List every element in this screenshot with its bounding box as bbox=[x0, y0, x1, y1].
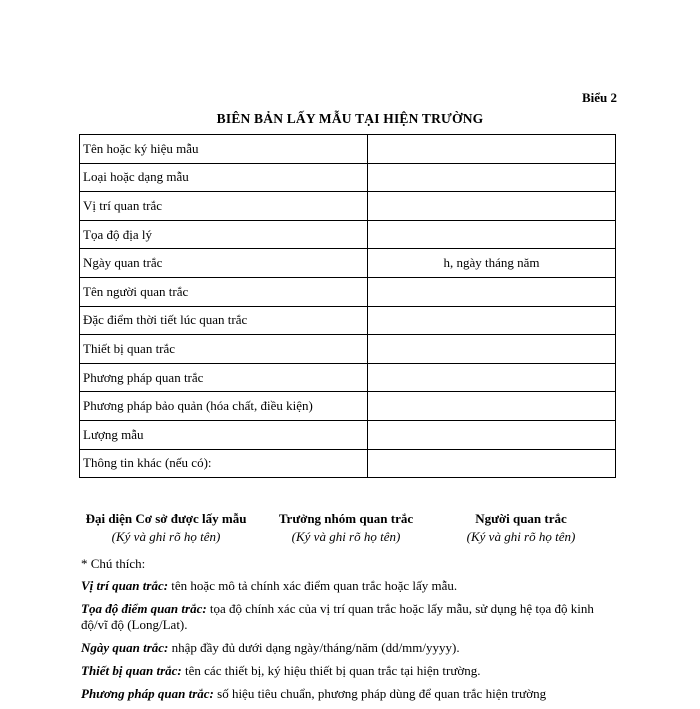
form-row-label: Thiết bị quan trắc bbox=[80, 335, 368, 364]
form-row-value bbox=[368, 392, 616, 421]
form-row bbox=[80, 363, 616, 392]
signature-hint: (Ký và ghi rõ họ tên) bbox=[466, 529, 576, 544]
note-item bbox=[81, 601, 621, 633]
signature-hint: (Ký và ghi rõ họ tên) bbox=[111, 529, 221, 544]
form-code: Biểu 2 bbox=[581, 90, 617, 105]
form-row-label: Vị trí quan trắc bbox=[80, 192, 368, 221]
form-row-value bbox=[368, 192, 616, 221]
form-row bbox=[80, 449, 616, 478]
form-row-value bbox=[368, 306, 616, 335]
form-row-value bbox=[368, 135, 616, 164]
note-text: số hiệu tiêu chuẩn, phương pháp dùng để quan trắc hiện trường bbox=[213, 686, 547, 701]
form-row bbox=[80, 277, 616, 306]
form-row-value bbox=[368, 277, 616, 306]
form-row bbox=[80, 420, 616, 449]
signature-role: Đại diện Cơ sở được lấy mẫu bbox=[85, 511, 247, 526]
form-row-value bbox=[368, 335, 616, 364]
form-row-value bbox=[368, 163, 616, 192]
form-row-value bbox=[368, 420, 616, 449]
form-row bbox=[80, 392, 616, 421]
signature-observer bbox=[436, 511, 606, 545]
form-row-label: Phương pháp bảo quản (hóa chất, điều kiện) bbox=[80, 392, 368, 421]
note-item bbox=[81, 663, 621, 679]
form-row bbox=[80, 135, 616, 164]
note-text: tên các thiết bị, ký hiệu thiết bị quan trắc tại hiện trường. bbox=[181, 663, 481, 678]
note-term: Thiết bị quan trắc: bbox=[81, 663, 182, 678]
notes-heading: * Chú thích: bbox=[81, 556, 146, 571]
signature-facility-representative bbox=[71, 511, 261, 545]
form-row-value bbox=[368, 363, 616, 392]
signature-block bbox=[79, 511, 616, 547]
note-text: nhập đầy đủ dưới dạng ngày/tháng/năm (dd/mm/yyyy). bbox=[168, 640, 460, 655]
signature-hint: (Ký và ghi rõ họ tên) bbox=[291, 529, 401, 544]
signature-role: Trưởng nhóm quan trắc bbox=[278, 511, 414, 526]
form-row-label: Tên hoặc ký hiệu mẫu bbox=[80, 135, 368, 164]
note-term: Phương pháp quan trắc: bbox=[81, 686, 214, 701]
note-text: tên hoặc mô tả chính xác điểm quan trắc hoặc lấy mẫu. bbox=[168, 578, 458, 593]
form-row-label: Tọa độ địa lý bbox=[80, 220, 368, 249]
form-row bbox=[80, 249, 616, 278]
form-row bbox=[80, 163, 616, 192]
form-row-label: Thông tin khác (nếu có): bbox=[80, 449, 368, 478]
form-row bbox=[80, 335, 616, 364]
form-row-value bbox=[368, 220, 616, 249]
form-row-label: Ngày quan trắc bbox=[80, 249, 368, 278]
form-row-label: Phương pháp quan trắc bbox=[80, 363, 368, 392]
form-row-label: Loại hoặc dạng mẫu bbox=[80, 163, 368, 192]
signature-team-leader bbox=[261, 511, 431, 545]
signature-role: Người quan trắc bbox=[475, 511, 567, 526]
form-row-label: Đặc điểm thời tiết lúc quan trắc bbox=[80, 306, 368, 335]
document-title: BIÊN BẢN LẤY MẪU TẠI HIỆN TRƯỜNG bbox=[216, 111, 484, 126]
form-row bbox=[80, 306, 616, 335]
note-item bbox=[81, 640, 621, 656]
notes-section bbox=[81, 556, 621, 709]
form-row-value bbox=[368, 449, 616, 478]
note-text: tọa độ chính xác của vị trí quan trắc hoặc lấy mẫu, sử dụng hệ tọa độ kinh độ/vĩ độ (Long/Lat). bbox=[81, 601, 594, 632]
form-row bbox=[80, 220, 616, 249]
note-term: Ngày quan trắc: bbox=[81, 640, 169, 655]
form-row bbox=[80, 192, 616, 221]
note-term: Tọa độ điểm quan trắc: bbox=[81, 601, 207, 616]
note-item bbox=[81, 578, 621, 594]
form-row-value: h, ngày tháng năm bbox=[368, 249, 616, 278]
form-row-label: Tên người quan trắc bbox=[80, 277, 368, 306]
form-row-label: Lượng mẫu bbox=[80, 420, 368, 449]
note-term: Vị trí quan trắc: bbox=[81, 578, 169, 593]
sampling-record-table bbox=[79, 134, 616, 478]
